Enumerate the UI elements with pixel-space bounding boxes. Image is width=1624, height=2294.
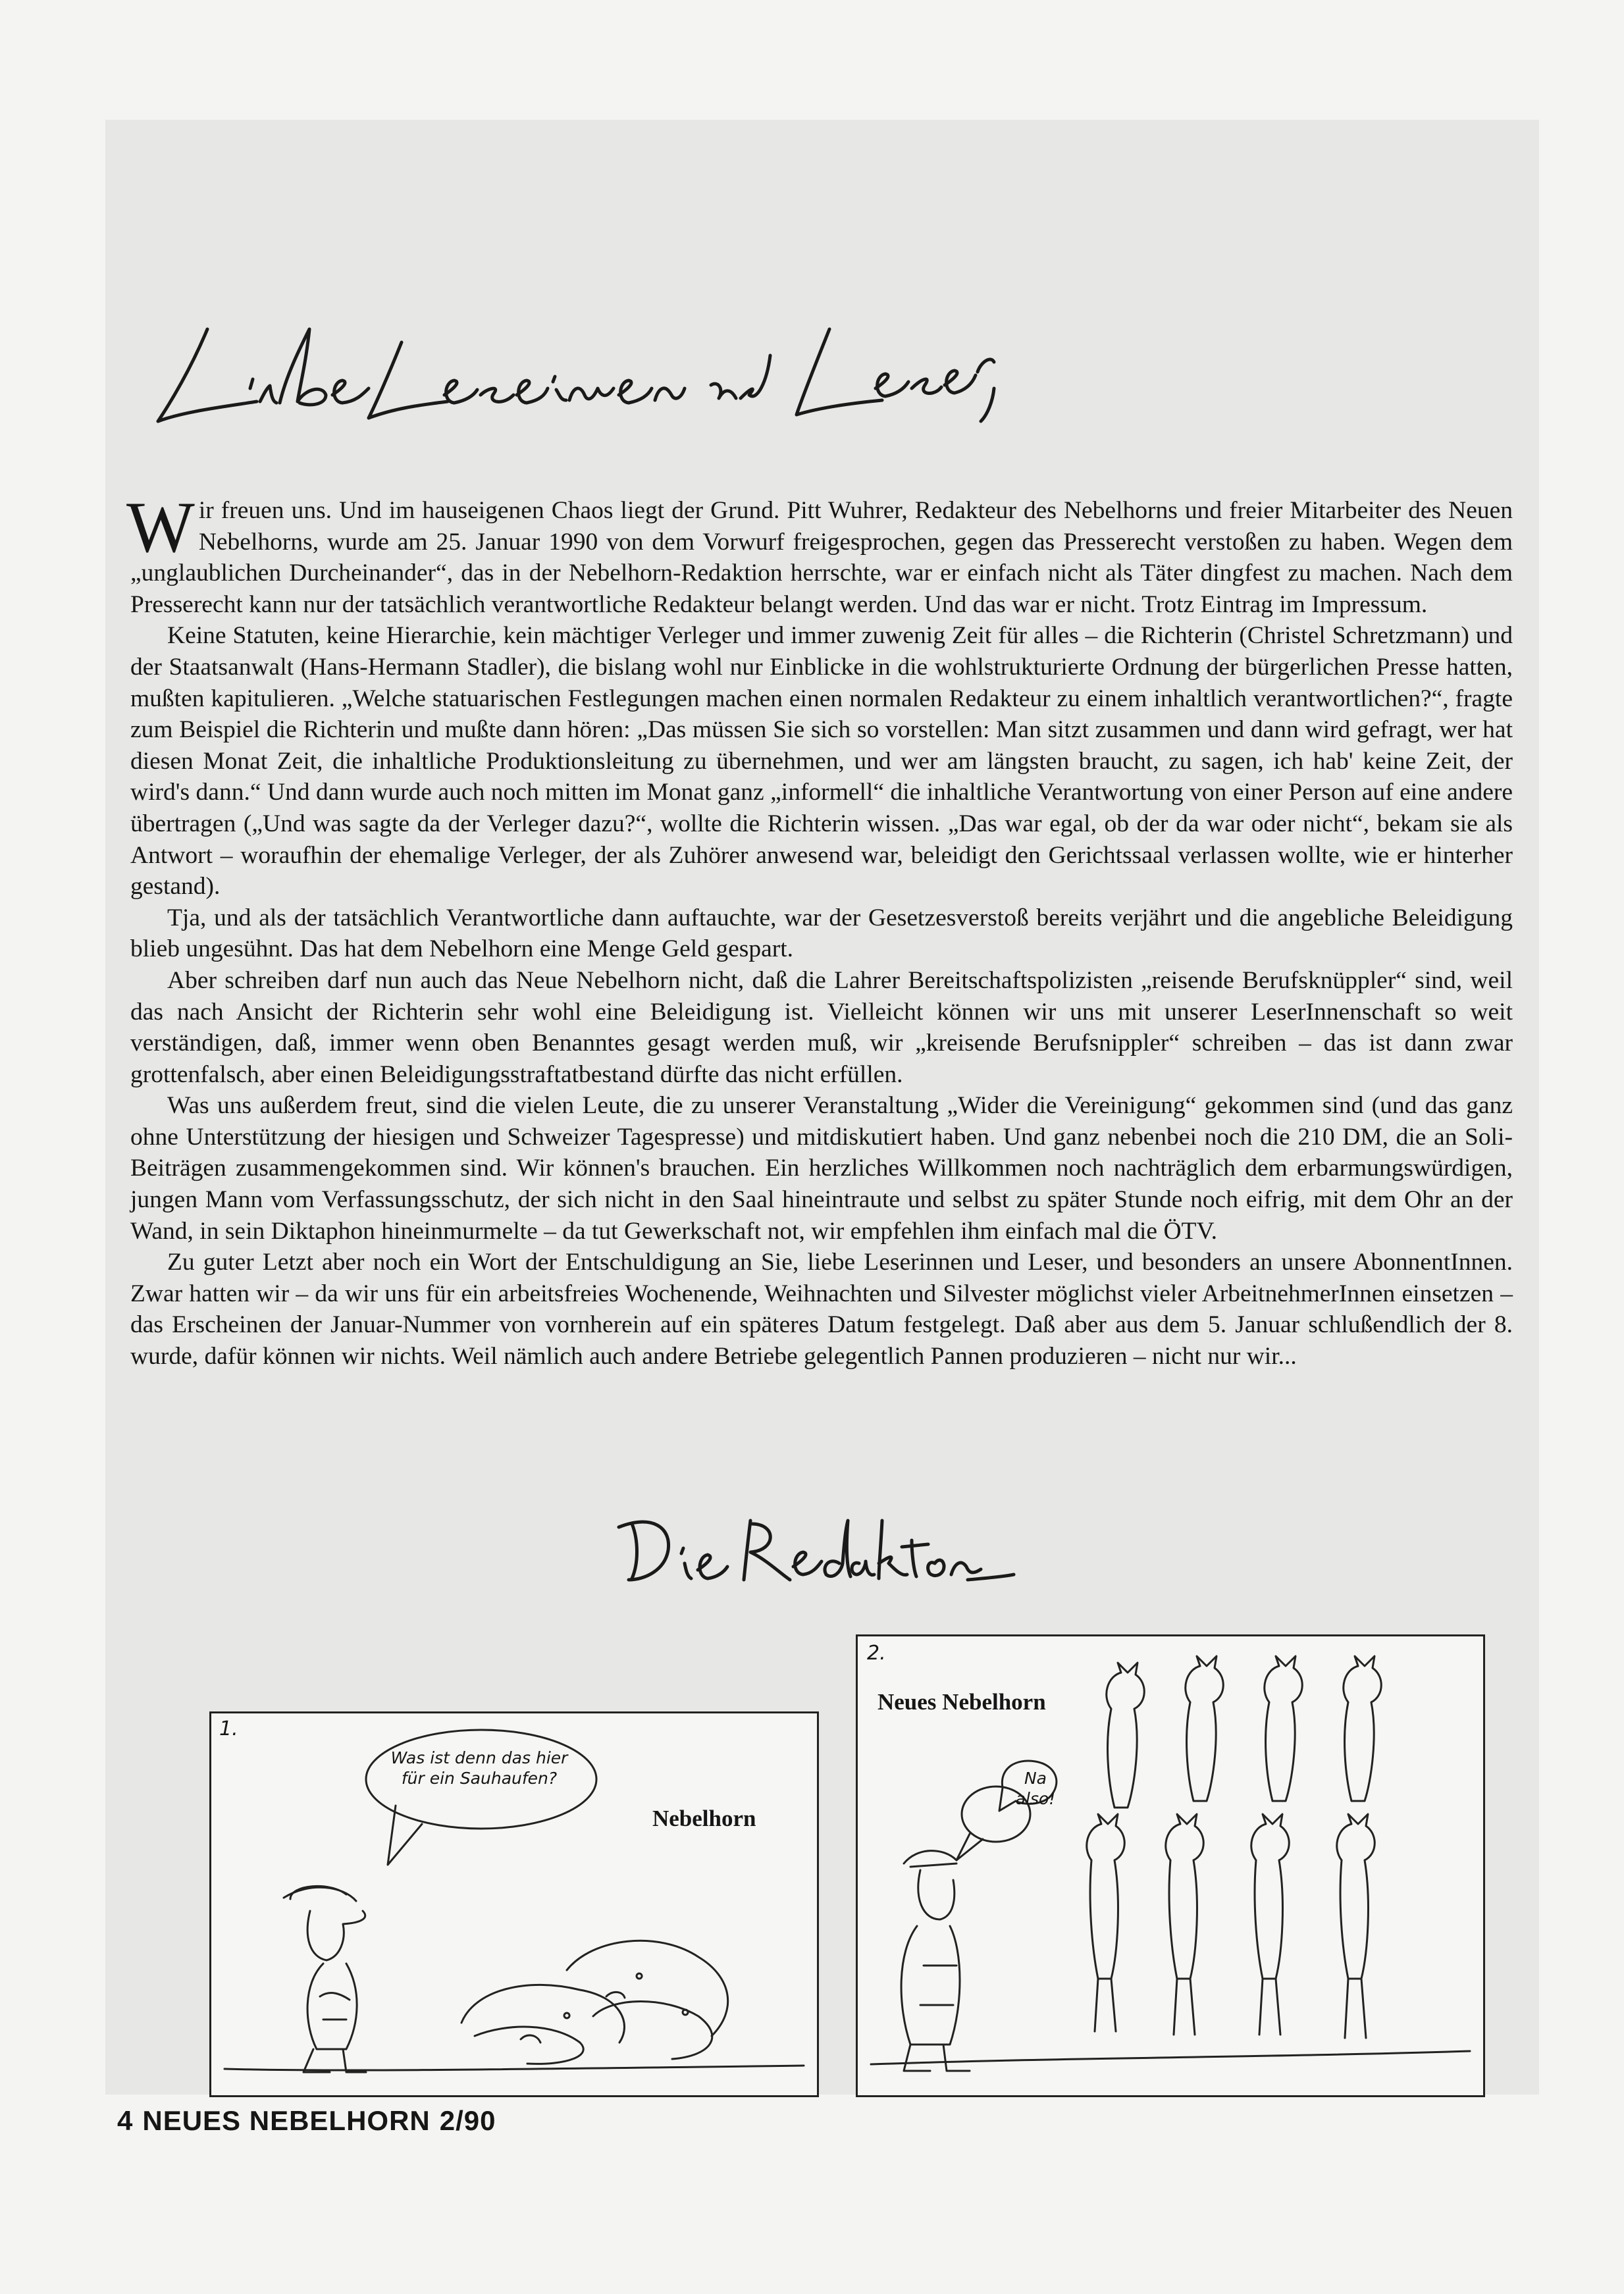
paragraph-2: Keine Statuten, keine Hierarchie, kein mächtiger Verleger und immer zuwenig Zeit für alles – die Richterin (Christel Schretzmann) und der Staatsanwalt (Hans-Hermann Stadler), die bislang wohl nur Einblicke in die wohlstrukturierte Ordnung der bürgerlichen Presse hatten, mußten kapitulieren. „Welche statuarischen Festlegungen machen einen normalen Redakteur zu einem inhaltlich verantwortlichen?“, fragte zum Beispiel die Richterin und mußte dann hören: „Das müssen Sie sich so vorstellen: Man sitzt zusammen und dann wird gefragt, wer hat diesen Monat Zeit, die inhaltliche Produktionsleitung zu übernehmen, und wer am längsten braucht, zu sagen, ich hab' keine Zeit, der wird's dann.“ Und dann wurde auch noch mitten im Monat ganz „informell“ die inhaltliche Verantwortung von einer Person auf eine andere übertragen („Und was sagte da der Verleger dazu?“, wollte die Richterin wissen. „Das war egal, ob der da war oder nicht“, bekam sie als Antwort – woraufhin der ehemalige Verleger, der als Zuhörer anwesend war, beleidigt den Gerichtssaal verlassen wollte, wie er hinterher gestand). [130, 622, 1513, 900]
paragraph-3: Tja, und als der tatsächlich Verantwortliche dann auftauchte, war der Gesetzesverstoß bereits verjährt und die angebliche Beleidigung blieb ungesühnt. Das hat dem Nebelhorn eine Menge Geld gespart. [130, 904, 1513, 963]
paragraph-4: Aber schreiben darf nun auch das Neue Nebelhorn nicht, daß die Lahrer Bereitschaftspolizisten „reisende Berufsknüppler“ sind, weil das nach Ansicht der Richterin sehr wohl eine Beleidigung ist. Vielleicht können wir uns mit unserer LeserInnenschaft so weit verständigen, daß, immer wenn oben Benanntes gesagt werden muß, wir „kreisende Berufsnippler“ schreiben – das ist dann zwar grottenfalsch, aber einen Beleidigungsstraftatbestand dürfte das nicht erfüllen. [130, 966, 1513, 1088]
handwritten-salutation [145, 290, 1001, 441]
paragraph-1: Wir freuen uns. Und im hauseigenen Chaos liegt der Grund. Pitt Wuhrer, Redakteur des Nebelhorns und freier Mitarbeiter des Neuen Nebelhorns, wurde am 25. Januar 1990 von dem Vorwurf freigesprochen, gegen das Presserecht verstoßen zu haben. Wegen dem „unglaublichen Durcheinander“, das in der Nebelhorn-Redaktion herrschte, war er einfach nicht als Täter dingfest zu machen. Nach dem Presserecht kann nur der tatsächlich verantwortliche Redakteur belangt werden. Und das war er nicht. Trotz Eintrag im Impressum. [126, 487, 1513, 618]
editorial-letter [126, 487, 1513, 1372]
cartoon-title: Neues Nebelhorn [877, 1689, 1046, 1715]
handwritten-signature [612, 1501, 1020, 1593]
cartoon-number: 1. [219, 1717, 238, 1740]
speech-bubble: Na also! [1015, 1769, 1056, 1808]
paragraph-6: Zu guter Letzt aber noch ein Wort der Entschuldigung an Sie, liebe Leserinnen und Leser, und besonders an unsere AbonnentInnen. Zwar hatten wir – da wir uns für ein arbeitsfreies Wochenende, Weihnachten und Silvester möglichst vieler ArbeitnehmerInnen einsetzen – das Erscheinen der Januar-Nummer von vornherein auf ein späteres Datum festgelegt. Daß aber aus dem 5. Januar schlußendlich der 8. wurde, dafür können wir nichts. Weil nämlich auch andere Betriebe gelegentlich Pannen produzieren – nicht nur wir... [130, 1249, 1513, 1370]
cartoon-panel-2 [856, 1634, 1485, 2097]
issue-number: 2/90 [439, 2105, 496, 2136]
cartoon-drawing [858, 1636, 1483, 2095]
cartoon-panel-1 [209, 1711, 819, 2097]
drop-cap: W [126, 487, 195, 567]
cartoon-number: 2. [867, 1642, 886, 1665]
cartoon-title: Nebelhorn [652, 1806, 756, 1831]
paragraph-5: Was uns außerdem freut, sind die vielen Leute, die zu unserer Veranstaltung „Wider die Vereinigung“ gekommen sind (und das ganz ohne Unterstützung der hiesigen und Schweizer Tagespresse) und mitdiskutiert haben. Und ganz nebenbei noch die 210 DM, die an Soli-Beiträgen zusammengekommen sind. Wir können's brauchen. Ein herzliches Willkommen noch nachträglich dem erbarmungswürdigen, jungen Mann vom Verfassungsschutz, der sich nicht in den Saal hineintraute und selbst zu später Stunde noch eifrig, mit dem Ohr an der Wand, in sein Diktaphon hineinmurmelte – da tut Gewerkschaft not, wir empfehlen ihm einfach mal die ÖTV. [130, 1092, 1513, 1245]
page-number: 4 [117, 2105, 134, 2136]
page-footer [117, 2105, 506, 2137]
magazine-title: NEUES NEBELHORN [142, 2105, 431, 2136]
speech-bubble: Was ist denn das hier für ein Sauhaufen? [390, 1748, 568, 1788]
